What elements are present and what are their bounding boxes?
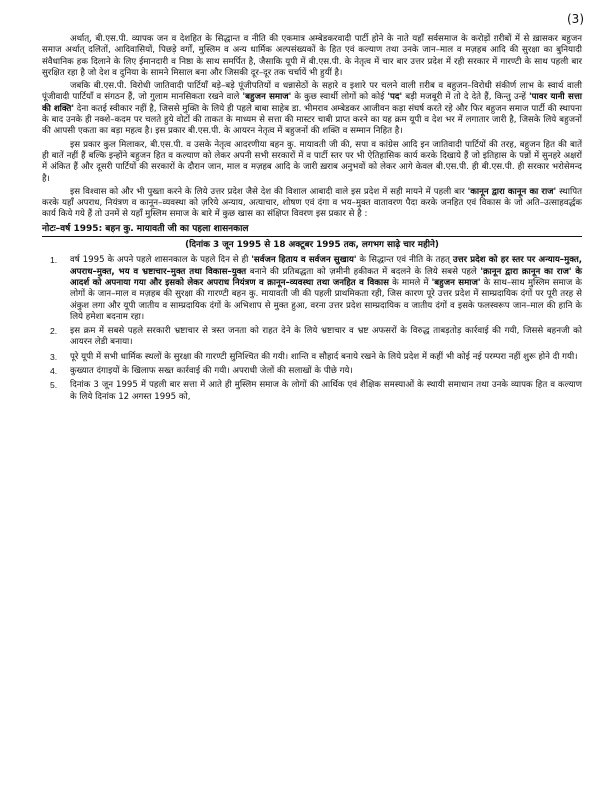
bold-text-run: उत्तर प्रदेश को हर स्तर पर अन्याय–मुक्त, अपराध–मुक्त, भय व भ्रष्टाचार–मुक्त तथा विकास–युक्त [70,255,583,277]
text-run: इस प्रकार कुल मिलाकर, बी.एस.पी. व उसके नेतृत्व आदरणीया बहन कु. मायावती जी की, सपा व कांग्रेस आदि इन जातिवादी पार्टियों की तरह, बहुजन हित की बातें ही बातें नहीं हैं बल्कि इन्होंने बहुजन हित व कल्याण को लेकर अपनी सभी सरकारों में व पार्टी स्तर पर भी ऐतिहासिक कार्य करके दिखाये हैं जो इतिहास के पन्नों में सुनहरे अक्षरों में अंकित हैं और दूसरी पार्टियों की सरकारों के दौरान जान, माल व मज़हब आदि के जारी ख़राब अनुभवों को लेकर आगे केवल बी.एस.पी. ही बी.एस.पी. ही सरकार भरोसेमन्द है। [42,139,582,184]
text-run: जबकि बी.एस.पी. विरोधी जातिवादी पार्टियाँ बड़े–बड़े पूंजीपतियों व धन्नासेठों के सहारे व इशारे पर चलने वाली ग़रीब व बहुजन–विरोधी संकीर्ण लाभ के स्वार्थ वाली पूंजीवादी पार्टियाँ व संगठन हैं, जो गुलाम मानसिकता रखने वाले [42,81,582,103]
document-body [42,34,582,403]
list-item-number: 1. [50,255,58,266]
bold-text-run: 'बहुजन समाज' [431,277,481,288]
text-run: अर्थात्, बी.एस.पी. व्यापक जन व देशहित के सिद्धान्त व नीति की एकमात्र अम्बेडकरवादी पार्टी होने के नाते यहाँ सर्वसमाज के करोड़ों ग़रीबों में से ख़ासकर बहुजन समाज अर्थात् दलितों, आदिवासियों, पिछड़े वर्गों, मुस्लिम व अन्य धार्मिक अल्पसंख्यकों के हित एवं कल्याण तथा उनके जान–माल व मज़हब आदि की सुरक्षा का बुनियादी संवैधानिक हक दिलाने के लिए ईमानदारी व निष्ठा के साथ समर्पित है, जैसाकि यूपी में बी.एस.पी. के नेतृत्व में चार बार उत्तर प्रदेश में रही सरकार में गारण्टी के साथ पहली बार सुरक्षित रहा है जो देश व दुनिया के सामने मिसाल बना और जिसकी दूर–दूर तक चर्चायें भी हुयीं है। [42,34,582,78]
note-dates: (दिनांक 3 जून 1995 से 18 अक्टूबर 1995 तक, लगभग साढ़े चार महीने) [185,240,439,251]
paragraph [42,140,582,185]
list-item [42,380,582,403]
bold-text-run: 'पद' [387,92,403,103]
paragraph [42,81,582,137]
list-item-number: 3. [50,351,58,362]
list-item [42,366,582,377]
list-item [42,326,582,349]
bold-text-run: 'कानून द्वारा कानून का राज' [467,186,557,197]
text-run: बड़ी मजबूरी में तो दे देते हैं, किन्तु उन्हें [402,92,530,103]
list-item-number: 4. [50,366,58,377]
text-run: दिनांक 3 जून 1995 में पहली बार सत्ता में आते ही मुस्लिम समाज के लोगों की आर्थिक एवं शैक्षिक समस्याओं के स्थायी समाधान तथा उनके व्यापक हित व कल्याण के लिये दिनांक 12 अगस्त 1995 को, [70,380,582,402]
list-item [42,255,582,323]
numbered-list [42,255,582,403]
text-run: स्थापित करके यहाँ अपराध, नियंत्रण व कानून–व्यवस्था को ज़रिये अन्याय, अत्याचार, शोषण एवं दंगा व भय–मुक्त वातावरण पैदा करके जनहित एवं विकास के जो अति–उत्साहवर्द्धक कार्य किये गये हैं तो उनमें से यहाँ मुस्लिम समाज के बारे में कुछ खास का संक्षिप्त विवरण इस प्रकार से है : [42,186,582,220]
text-run: पूरे यूपी में सभी धार्मिक स्थलों के सुरक्षा की गारण्टी सुनिश्चित की गयी। शान्ति व सौहार्द बनाये रखने के लिये प्रदेश में कहीं भी कोई नई परम्परा नहीं शुरू होने दी गयी। [70,351,578,362]
text-run: के मामले में [388,277,432,288]
list-item [42,352,582,363]
bold-text-run: 'सर्वजन हिताय व सर्वजन सुखाय' [251,255,357,266]
text-run: कुख्यात दंगाइयों के खिलाफ सख्त कार्रवाई की गयी। अपराधी जेलों की सलाखों के पीछे गये। [70,366,353,377]
text-run: वर्ष 1995 के अपने पहले शासनकाल के पहले दिन से ही [70,255,252,266]
text-run: इस क्रम में सबसे पहले सरकारी भ्रष्टाचार से त्रस्त जनता को राहत देने के लिये भ्रष्टाचार व भ्रष्ट अफसरों के विरुद्ध ताबड़तोड़ कार्रवाई की गयी, जिससे बहनजी को आयरन लेडी बनाया। [70,326,582,348]
text-run: बनाने की प्रतिबद्धता को ज़मीनी हकीकत में बदलने के लिये सबसे पहले [246,266,481,277]
text-run: देना कतई स्वीकार नहीं है, जिससे मुक्ति के लिये ही पहले बाबा साहेब डा. भीमराव अम्बेडकर आजीवन कड़ा संघर्ष करते रहे और फिर बहुजन समाज पार्टी की स्थापना के बाद उनके ही नक्शे–कदम पर चलते हुये वोटों की ताकत के माध्यम से सत्ता की मास्टर चाबी प्राप्त करने का यह क्रम यूपी व देश भर में लगातार जारी है, जिसके लिये बहुजनों की आपसी एकता का बड़ा महत्व है। इस प्रकार बी.एस.पी. के आयरन नेतृत्व में बहुजनों की शक्ति व सम्मान निहित है। [42,103,583,137]
paragraph [42,34,582,79]
text-run: के सिद्धान्त एवं नीति के तहत् [356,255,453,266]
bold-text-run: 'क़ानून द्वारा क़ानून का राज' के आदर्श को अपनाया गया और इसको लेकर अपराध नियंत्रण व क़ानून–व्यवस्था तथा जनहित व विकास [70,266,583,288]
list-item-number: 2. [50,326,58,337]
text-run: के साथ–साथ मुस्लिम समाज के लोगों के जान–माल व मज़हब की सुरक्षा की गारण्टी बहन कु. मायावती जी की पहली प्राथमिकता रही, जिस कारण पूरे उत्तर प्रदेश में साम्प्रदायिक दंगों पर पूरी तरह से अंकुश लगा और यूपी जातीय व साम्प्रदायिक दंगों के अभिशाप से मुक्त हुआ, वरना उत्तर प्रदेश साम्प्रदायिक व जातीय दंगों व इसके फलस्वरूप जान–माल की हानि के लिये हमेशा बदनाम रहा। [70,277,582,322]
page-number: (3) [567,12,584,26]
list-item-number: 5. [50,380,58,391]
paragraphs [42,34,582,221]
text-run: इस विश्वास को और भी पुख्ता करने के लिये उत्तर प्रदेश जैसे देश की विशाल आबादी वाले इस प्रदेश में सही मायने में पहली बार [70,186,468,197]
text-run: के कुछ स्वार्थी लोगों को कोई [291,92,388,103]
paragraph [42,187,582,221]
note-heading: नोटः–वर्ष 1995: बहन कु. मायावती जी का पहला शासनकाल [42,224,582,237]
bold-text-run: 'पावर यानी सत्ता की शक्ति' [42,92,582,114]
bold-text-run: 'बहुजन समाज' [242,92,292,103]
